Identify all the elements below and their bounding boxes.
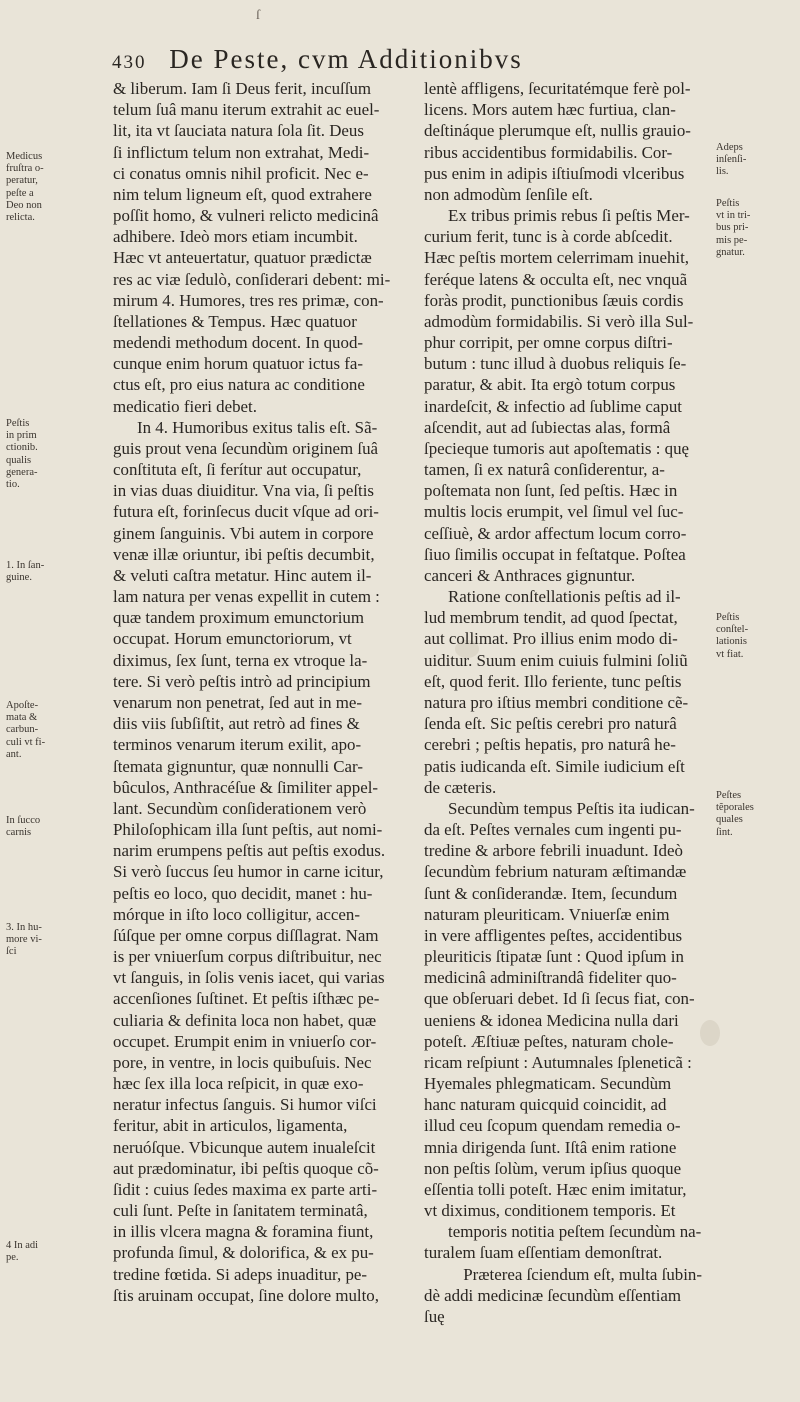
text-line: paratur, & abit. Ita ergò totum corpus: [424, 375, 676, 395]
text-line: profunda ſimul, & dolorifica, & ex pu-: [113, 1243, 374, 1263]
text-line: Si verò ſuccus ſeu humor in carne icitur,: [113, 862, 384, 882]
text-line: neratur infectus ſanguis. Si humor viſci: [113, 1095, 377, 1115]
text-line: in illis vlcera magna & foramina fiunt,: [113, 1222, 374, 1242]
text-line: pleuriticis ſtipatæ ſunt : Quod ipſum in: [424, 947, 684, 967]
text-line: hæc ſex illa loca reſpicit, in quæ exo-: [113, 1074, 364, 1094]
text-line: pore, in ventre, in locis quibuſuis. Nec: [113, 1052, 372, 1072]
text-line: venæ illæ oriuntur, ibi peſtis decumbit,: [113, 544, 375, 564]
text-line: canceri & Anthraces gignuntur.: [424, 565, 636, 585]
text-line: occupat. Horum emunctoriorum, vt: [113, 629, 352, 649]
text-line: res ac viæ ſedulò, conſiderari debent: mi-: [113, 269, 391, 289]
text-line: deſtináque plerumque eſt, nullis grauio-: [424, 121, 691, 141]
margin-note: [6, 922, 62, 959]
margin-note-line: in prim: [6, 430, 37, 442]
text-line: patis iudicanda eſt. Simile iudicium eſt: [424, 756, 685, 776]
margin-note-line: In ſucco: [6, 815, 41, 826]
margin-note: [716, 612, 772, 661]
text-line: dè addi medicinæ ſecundùm eſſentiam: [424, 1285, 682, 1305]
margin-note: [6, 700, 62, 761]
text-line: ci conatus omnis nihil proficit. Nec e-: [113, 163, 369, 183]
text-line: adhibere. Ideò mors etiam incumbit.: [113, 227, 358, 247]
margin-note: [6, 1240, 62, 1264]
text-line: mirum 4. Humores, tres res primæ, con-: [113, 290, 384, 310]
text-line: eſſentia tolli poteſt. Hæc enim imitatur,: [424, 1179, 687, 1199]
text-line: & liberum. Iam ſi Deus ferit, incuſſum: [113, 79, 371, 98]
text-line: poſſit homo, & vulneri relicto medicinâ: [113, 206, 379, 226]
text-line: nim telum ligneum eſt, quod extrahere: [113, 184, 372, 204]
margin-note: [6, 418, 62, 491]
page-number: 430: [112, 52, 147, 73]
text-line: peſtis eo loco, quo decidit, manet : hu-: [113, 883, 373, 903]
text-line: aſcendit, aut ad ſubiectas alas, formâ: [424, 417, 671, 437]
text-line: feritur, abit in articulos, ligamenta,: [113, 1116, 348, 1136]
text-line: poteſt. Æſtiuæ peſtes, naturam chole-: [424, 1031, 674, 1051]
margin-note-line: peſte a: [6, 187, 34, 199]
text-line: ginem ſanguinis. Vbi autem in corpore: [113, 523, 374, 543]
text-line: da eſt. Peſtes vernales cum ingenti pu-: [424, 820, 682, 840]
text-line: Hæc peſtis mortem celerrimam inuehit,: [424, 248, 690, 268]
margin-note-line: Peſtis: [6, 418, 30, 429]
text-line: venarum non penetrat, ſed aut in me-: [113, 692, 363, 712]
text-line: neruóſque. Vbicunque autem inualeſcit: [113, 1137, 376, 1157]
margin-note-line: mis pe-: [716, 234, 748, 246]
text-line: telum ſuâ manu iterum extrahit ac euel-: [113, 100, 380, 120]
margin-note-line: relicta.: [6, 212, 35, 224]
margin-note-line: 3. In hu-: [6, 922, 42, 933]
text-line: medendi methodum docent. In quod-: [113, 333, 364, 353]
text-line: futura eſt, forinſecus ducit vſque ad ori-: [113, 502, 379, 522]
text-line: tere. Si verò peſtis intrò ad principium: [113, 671, 371, 691]
text-line: Hyemales phlegmaticam. Secundùm: [424, 1074, 672, 1094]
text-line: de cæteris.: [424, 777, 497, 797]
margin-note-line: qualis: [6, 454, 32, 466]
text-line: tredine fœtida. Si adeps inuaditur, pe-: [113, 1264, 368, 1284]
text-line: ſenda eſt. Sic peſtis cerebri pro naturâ: [424, 714, 677, 734]
margin-note-line: carbun-: [6, 724, 39, 736]
text-line: ctus eſt, pro eius natura ac conditione: [113, 375, 365, 395]
text-line: mórque in iſto loco colligitur, accen-: [113, 904, 360, 924]
margin-note-line: Medicus: [6, 151, 43, 162]
text-line: eſt, quod ferit. Illo feriente, tunc peſtis: [424, 671, 682, 691]
margin-note-line: pe.: [6, 1252, 19, 1264]
text-line: vt diximus, conditionem temporis. Et: [424, 1201, 676, 1221]
text-line: narim erumpens peſtis aut peſtis exodus.: [113, 841, 386, 861]
text-line: bûculos, Anthracéſue & ſimiliter appel-: [113, 777, 379, 797]
text-line: lit, ita vt ſauciata natura ſola ſit. Deus: [113, 121, 364, 141]
text-line: turalem ſuam eſſentiam demonſtrat.: [424, 1243, 663, 1263]
text-line: quæ tandem proximum emunctorium: [113, 608, 364, 628]
text-line: ſtellationes & Tempus. Hæc quatuor: [113, 311, 357, 331]
text-line: aut collimat. Pro illius enim modo di-: [424, 629, 678, 649]
margin-note-line: inſenſi-: [716, 154, 747, 166]
text-line: occupet. Erumpit enim in vniuerſo cor-: [113, 1031, 377, 1051]
text-line: medicinâ adminiſtrandâ fideliter quo-: [424, 968, 677, 988]
text-line: Præterea ſciendum eſt, multa ſubin-: [463, 1264, 702, 1284]
top-mark: ſ: [256, 8, 260, 23]
margin-note-line: fruſtra o-: [6, 163, 44, 175]
text-line: illud ceu ſcopum quendam remedia o-: [424, 1116, 681, 1136]
text-line: ricam reſpiunt : Autumnales ſpleneticã :: [424, 1052, 692, 1072]
margin-note-line: Deo non: [6, 199, 42, 211]
text-line: ſpecieque tumoris aut apoſtematis : quę: [424, 438, 690, 458]
text-line: phur corripit, per omne corpus diſtri-: [424, 333, 673, 353]
margin-note-line: tio.: [6, 479, 20, 491]
margin-note-line: vt fiat.: [716, 648, 744, 660]
text-line: accenſiones ſuſtinet. Et peſtis iſthæc pe-: [113, 989, 380, 1009]
text-line: in vias duas diuiditur. Vna via, ſi peſtis: [113, 481, 375, 501]
text-line: medicatio fieri debet.: [113, 396, 257, 416]
margin-note-line: genera-: [6, 466, 38, 478]
text-line: uiditur. Suum enim cuiuis fulmini ſoliũ: [424, 650, 688, 670]
text-line: Ex tribus primis rebus ſi peſtis Mer-: [448, 206, 690, 226]
margin-note-line: Adeps: [716, 142, 743, 153]
margin-note-line: bus pri-: [716, 222, 749, 234]
text-line: ſi inflictum telum non extrahat, Medi-: [113, 142, 370, 162]
text-line: culi ſunt. Peſte in ſanitatem terminatâ,: [113, 1201, 368, 1221]
text-line: curium ferit, tunc is à corde abſcedit.: [424, 227, 673, 247]
margin-note: [716, 142, 772, 179]
text-line: ribus accidentibus formidabilis. Cor-: [424, 142, 673, 162]
text-line: tredine & arbore febrili inuadunt. Ideò: [424, 841, 683, 861]
text-line: in vere affligentes peſtes, accidentibus: [424, 925, 683, 945]
margin-note: [716, 790, 772, 839]
text-line: admodùm formidabilis. Si verò illa Sul-: [424, 311, 694, 331]
margin-note-line: guine.: [6, 572, 32, 584]
text-line: aut prædominatur, ibi peſtis quoque cõ-: [113, 1158, 379, 1178]
text-line: ueniens & idonea Medicina nulla dari: [424, 1010, 679, 1030]
text-line: poſtemata non ſunt, ſed peſtis. Hæc in: [424, 481, 678, 501]
text-line: licens. Mors autem hæc furtiua, clan-: [424, 100, 676, 120]
margin-note-line: more vi-: [6, 934, 42, 946]
text-line: is per vniuerſum corpus diſtribuitur, nec: [113, 947, 382, 967]
text-line: lam natura per venas expellit in cutem :: [113, 587, 380, 607]
right-text-column: [424, 78, 706, 1327]
text-line: lant. Secundùm conſiderationem verò: [113, 798, 367, 818]
margin-note-line: carnis: [6, 827, 32, 839]
margin-note-line: ctionib.: [6, 442, 38, 454]
text-line: hanc naturam quicquid coincidit, ad: [424, 1095, 667, 1115]
text-line: butum : tunc illud à duobus reliquis ſe-: [424, 354, 687, 374]
text-line: non peſtis ſolùm, verum ipſius quoque: [424, 1158, 682, 1178]
text-line: ſtis aruinam occupat, ſine dolore multo,: [113, 1285, 379, 1305]
margin-note: [716, 198, 772, 259]
margin-note-line: culi vt fi-: [6, 736, 46, 748]
running-title: De Peste, cvm Additionibvs: [169, 44, 523, 74]
text-line: ceſſiuè, & ardor affectum locum corro-: [424, 523, 687, 543]
text-line: In 4. Humoribus exitus talis eſt. Sã-: [137, 417, 378, 437]
text-line: tamen, ſi ex naturâ conſiderentur, a-: [424, 460, 665, 480]
text-line: Ratione conſtellationis peſtis ad il-: [448, 587, 681, 607]
text-line: cerebri ; peſtis hepatis, pro naturâ he-: [424, 735, 676, 755]
text-line: foràs prodit, punctionibus ſæuis cordis: [424, 290, 684, 310]
text-line: ſuę: [424, 1306, 445, 1326]
margin-note: [6, 560, 62, 584]
margin-note-line: Apoſte-: [6, 700, 39, 711]
margin-note: [6, 815, 62, 839]
text-line: cunque enim horum quatuor ictus fa-: [113, 354, 364, 374]
running-header: [112, 44, 772, 78]
text-line: ſunt & conſiderandæ. Item, ſecundum: [424, 883, 678, 903]
text-line: diis viis ſubſiſtit, aut retrò ad fines &: [113, 714, 360, 734]
text-line: natura pro iſtius membri conditione cẽ-: [424, 692, 689, 712]
margin-note-line: Peſtis: [716, 612, 740, 623]
margin-note-line: Peſtes: [716, 790, 742, 801]
margin-note-line: 4 In adi: [6, 1240, 39, 1251]
margin-note-line: quales: [716, 814, 743, 826]
text-line: diximus, ſex ſunt, terna ex vtroque la-: [113, 650, 368, 670]
text-line: Hæc vt anteuertatur, quatuor prædictæ: [113, 248, 372, 268]
text-line: ſidit : cuius ſedes maxima ex parte arti-: [113, 1179, 378, 1199]
text-line: ſtemata gignuntur, quæ nonnulli Car-: [113, 756, 363, 776]
margin-note-line: ſint.: [716, 826, 733, 838]
margin-note-line: vt in tri-: [716, 210, 751, 222]
margin-note-line: lationis: [716, 636, 747, 648]
text-line: Secundùm tempus Peſtis ita iudican-: [448, 798, 695, 818]
text-line: lentè affligens, ſecuritatémque ferè pol-: [424, 79, 691, 98]
margin-note-line: mata &: [6, 712, 38, 724]
text-line: feréque latens & occulta eſt, nec vnquã: [424, 269, 688, 289]
margin-note-line: conſtel-: [716, 624, 749, 636]
text-line: culiaria & definita loca non habet, quæ: [113, 1010, 377, 1030]
text-line: ſiuo ſimilis occupat in feſtatque. Poſtea: [424, 544, 686, 564]
text-line: ſúſque per omne corpus diſſlagrat. Nam: [113, 925, 379, 945]
margin-note-line: ſci: [6, 946, 17, 958]
margin-note-line: peratur,: [6, 175, 38, 187]
text-line: temporis notitia peſtem ſecundùm na-: [448, 1222, 702, 1242]
text-line: guis prout vena ſecundùm originem ſuâ: [113, 438, 379, 458]
margin-note-line: gnatur.: [716, 246, 745, 258]
margin-note-line: 1. In ſan-: [6, 560, 45, 571]
text-line: ſecundùm febrium naturam æſtimandæ: [424, 862, 687, 882]
left-text-column: [113, 78, 400, 1306]
margin-note-line: tẽporales: [716, 802, 754, 814]
text-line: conſtituta eſt, ſi ferítur aut occupatur,: [113, 460, 362, 480]
margin-note: [6, 151, 62, 224]
text-line: & veluti caſtra metatur. Hinc autem il-: [113, 565, 372, 585]
text-line: lud membrum tendit, ad quod ſpectat,: [424, 608, 678, 628]
margin-note-line: Peſtis: [716, 198, 740, 209]
text-line: inardeſcit, & infectio ad ſublime caput: [424, 396, 682, 416]
text-line: mnia dirigenda ſunt. Iſtâ enim ratione: [424, 1137, 677, 1157]
text-line: terminos venarum iterum exilit, apo-: [113, 735, 362, 755]
text-line: naturam pleuriticam. Vniuerſæ enim: [424, 904, 670, 924]
text-line: pus enim in adipis iſtiuſmodi vlceribus: [424, 163, 685, 183]
text-line: que obſeruari debet. Id ſi ſecus fiat, con-: [424, 989, 695, 1009]
margin-note-line: ant.: [6, 748, 22, 760]
text-line: multis locis erumpit, vel ſimul vel ſuc-: [424, 502, 684, 522]
text-line: vt ſanguis, in ſolis venis iacet, qui varias: [113, 968, 385, 988]
text-line: non admodùm ſenſile eſt.: [424, 184, 593, 204]
text-line: Philoſophicam illa ſunt peſtis, aut nomi-: [113, 820, 383, 840]
margin-note-line: lis.: [716, 166, 729, 178]
